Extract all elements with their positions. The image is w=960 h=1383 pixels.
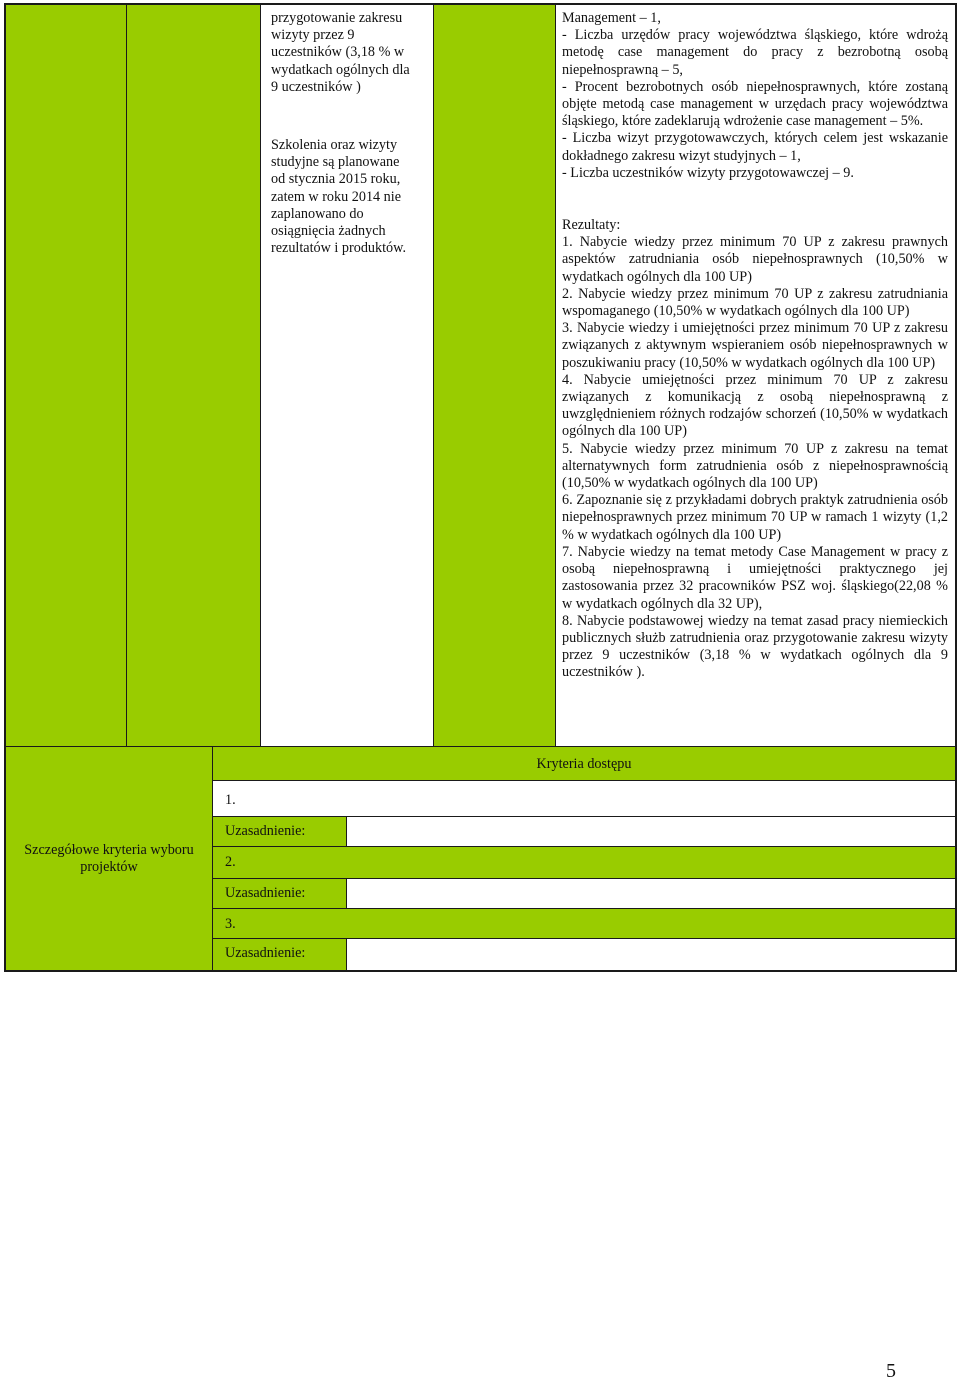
result-item: 7. Nabycie wiedzy na temat metody Case Management w pracy z osobą niepełnosprawną i umiejętności praktycznego jej zastosowania przez 32 pracowników PSZ woj. śląskiego(22,08 % w wydatkach ogólnych dla 32 UP), xyxy=(562,543,948,612)
justification-value-1[interactable] xyxy=(347,817,955,847)
justification-value-2[interactable] xyxy=(347,879,955,909)
col3-text xyxy=(271,10,431,257)
criterion-number: 1. xyxy=(225,792,236,808)
text-line: osiągnięcia żadnych xyxy=(271,223,386,240)
text-line: - Liczba urzędów pracy województwa śląskiego, które wdrożą metodę case management do pracy z bezrobotną osobą niepełnosprawną – 5, xyxy=(562,27,948,78)
text-line: przygotowanie zakresu xyxy=(271,10,403,26)
criteria-header xyxy=(213,747,955,781)
upper-table xyxy=(4,3,957,748)
text-line: studyjne są planowane xyxy=(271,154,400,171)
result-item: 5. Nabycie wiedzy przez minimum 70 UP z zakresu na temat alternatywnych form zatrudnienia osób z niepełnosprawnością (10,50% w wydatkach ogólnych dla 100 UP) xyxy=(562,440,948,492)
text-line: - Liczba wizyt przygotowawczych, których celem jest wskazanie dokładnego zakresu wizyt studyjnych – 1, xyxy=(562,130,948,164)
text-line: zatem w roku 2014 nie xyxy=(271,188,402,205)
result-item: 3. Nabycie wiedzy i umiejętności przez minimum 70 UP z zakresu związanych z aktywnym wspieraniem osób niepełnosprawnych w poszukiwaniu pracy (10,50% w wydatkach ogólnych dla 100 UP) xyxy=(562,320,948,371)
result-item: 2. Nabycie wiedzy przez minimum 70 UP z zakresu zatrudniania wspomaganego (10,50% w wydatkach ogólnych dla 100 UP) xyxy=(562,285,948,320)
result-item: 4. Nabycie umiejętności przez minimum 70 UP z zakresu związanych z komunikacją z osobą niepełnosprawną z uwzględnieniem różnych rodzajów schorzeń (10,50% w wydatkach ogólnych dla 100 UP) xyxy=(562,371,948,440)
criterion-number: 2. xyxy=(225,854,236,870)
criterion-number: 3. xyxy=(225,916,236,932)
text-line: od stycznia 2015 roku, xyxy=(271,171,401,188)
justification-label-3 xyxy=(213,939,347,970)
result-item: 8. Nabycie podstawowej wiedzy na temat zasad pracy niemieckich publicznych służb zatrudnienia oraz przygotowanie zakresu wizyty przez 9 uczestników (3,18 % w wydatkach ogólnych dla 9 uczestników ). xyxy=(562,612,948,681)
table-col-1 xyxy=(6,5,126,746)
justification-value-3[interactable] xyxy=(347,939,955,970)
justification-label-1 xyxy=(213,817,347,847)
text-line: Management – 1, xyxy=(562,10,661,26)
justification-label-2 xyxy=(213,879,347,909)
justification-label: Uzasadnienie: xyxy=(225,823,306,839)
col5-text xyxy=(562,10,948,682)
criterion-number-3 xyxy=(213,909,955,939)
table-col-4 xyxy=(434,5,555,746)
result-item: 6. Zapoznanie się z przykładami dobrych praktyk zatrudnienia osób niepełnosprawnych przez minimum 70 UP w ramach 1 wizyty (1,2 % w wydatkach ogólnych dla 100 UP) xyxy=(562,492,948,543)
result-item: 1. Nabycie wiedzy przez minimum 70 UP z zakresu prawnych aspektów zatrudniania osób niepełnosprawnych (10,50% w wydatkach ogólnych dla 100 UP) xyxy=(562,234,948,285)
text-line: uczestników (3,18 % w xyxy=(271,44,405,61)
criterion-number-1 xyxy=(213,781,955,817)
text-line: Szkolenia oraz wizyty xyxy=(271,137,398,154)
text-line: rezultatów i produktów. xyxy=(271,240,407,257)
text-line: 9 uczestników ) xyxy=(271,78,361,95)
criteria-row-label xyxy=(6,747,213,970)
criteria-table xyxy=(4,747,957,972)
text-line: zaplanowano do xyxy=(271,205,364,222)
criterion-number-2 xyxy=(213,847,955,879)
text-line: wizyty przez 9 xyxy=(271,27,355,44)
page-number: 5 xyxy=(886,1360,896,1382)
text-line: - Procent bezrobotnych osób niepełnosprawnych, które zostaną objęte metodą case management w urzędach pracy województwa śląskiego, które zadeklarują wdrożenie case management – 5%. xyxy=(562,78,948,130)
justification-label: Uzasadnienie: xyxy=(225,945,306,961)
criteria-row-label-text: Szczegółowe kryteria wyboru projektów xyxy=(24,841,194,875)
text-line: - Liczba uczestników wizyty przygotowawczej – 9. xyxy=(562,164,854,181)
criteria-header-text: Kryteria dostępu xyxy=(536,756,632,772)
table-col-2 xyxy=(127,5,260,746)
justification-label: Uzasadnienie: xyxy=(225,885,306,901)
results-heading: Rezultaty: xyxy=(562,217,621,234)
text-line: wydatkach ogólnych dla xyxy=(271,61,410,78)
